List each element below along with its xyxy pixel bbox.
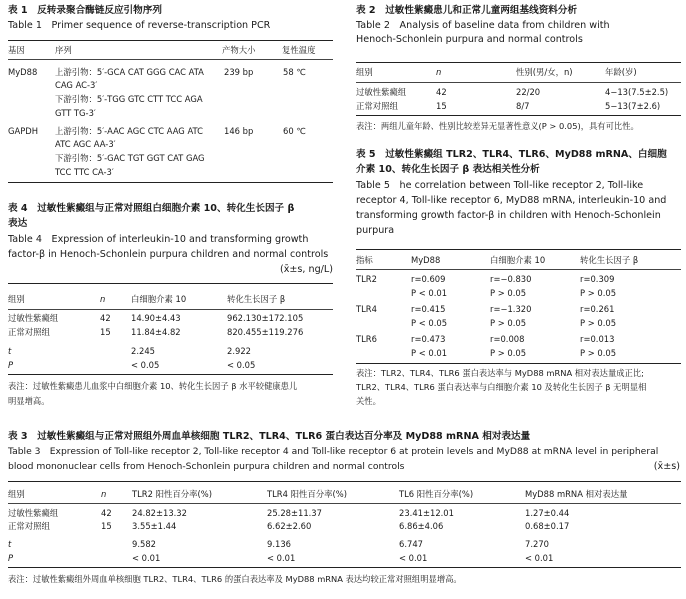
- table-5-note: TLR2、TLR4、TLR6 蛋白表达率与白细胞介素 10 及转化生长因子 β 无明显相: [356, 382, 647, 392]
- table-5-cell: P < 0.01: [411, 348, 448, 358]
- table-1-caption-en: Table 1 Primer sequence of reverse-transcription PCR: [8, 20, 271, 31]
- table-4-note: 明显增高。: [8, 396, 50, 406]
- table-2-cell: 过敏性紫癜组: [356, 87, 407, 97]
- table-2-caption-en: Table 2 Analysis of baseline data from children with: [356, 20, 610, 31]
- table-4-caption-en: Table 4 Expression of interleukin-10 and transforming growth: [8, 234, 309, 245]
- table-3-cell: 正常对照组: [8, 521, 50, 531]
- table-4-cell: 15: [100, 327, 111, 337]
- table-3-cell: 25.28±11.37: [267, 508, 322, 518]
- table-2-header-group: 组别: [356, 67, 373, 77]
- table-5-cell: P > 0.05: [490, 318, 527, 328]
- table-5-cell: r=0.415: [411, 304, 446, 314]
- table-4-cell: < 0.05: [131, 360, 160, 370]
- table-5-header-tgf: 转化生长因子 β: [580, 255, 639, 265]
- table-4-header-tgf: 转化生长因子 β: [227, 294, 286, 304]
- table-5-cell: P > 0.05: [490, 348, 527, 358]
- table-1-caption-cn: 表 1 反转录聚合酶链反应引物序列: [8, 5, 162, 16]
- table-3-cell: 7.270: [525, 539, 549, 549]
- table-3-cell: 6.747: [399, 539, 423, 549]
- table-1-header-seq: 序列: [55, 45, 72, 55]
- table-2-cell: 8/7: [516, 101, 530, 111]
- table-5-caption-cn: 表 5 过敏性紫癜组 TLR2、TLR4、TLR6、MyD88 mRNA、白细胞: [356, 149, 667, 160]
- table-5-cell: P < 0.05: [411, 318, 448, 328]
- table-1-size: 146 bp: [224, 126, 254, 136]
- table-2-note: 表注：两组儿童年龄、性别比较差异无显著性意义(P > 0.05)，具有可比性。: [356, 121, 639, 131]
- table-5-caption-cn: 介素 10、转化生长因子 β 表达相关性分析: [356, 164, 540, 175]
- table-4-header-group: 组别: [8, 294, 25, 304]
- table-3-header-tlr4: TLR4 阳性百分率(%): [267, 489, 347, 499]
- table-2-header-sex: 性别(男/女，n): [516, 67, 573, 77]
- table-5-row-name: TLR4: [356, 304, 377, 314]
- table-1-header-size: 产物大小: [222, 45, 256, 55]
- table-5-cell: r=−1.320: [490, 304, 532, 314]
- table-4-cell: 2.922: [227, 346, 251, 356]
- table-1-primer: GTT TG-3′: [55, 108, 96, 118]
- table-4-cell: < 0.05: [227, 360, 256, 370]
- table-3-cell: 3.55±1.44: [132, 521, 177, 531]
- table-3-caption-en: Table 3 Expression of Toll-like receptor 2, Toll-like receptor 4 and Toll-like receptor 6 at protein levels and MyD88 at mRNA level in peripheral: [8, 446, 659, 457]
- table-3-cell: 24.82±13.32: [132, 508, 187, 518]
- table-2-cell: 42: [436, 87, 447, 97]
- table-1-primer: TCC TTC CA-3′: [55, 167, 114, 177]
- table-5-note: 关性。: [356, 396, 381, 406]
- table-4-header-il10: 白细胞介素 10: [131, 294, 187, 304]
- table-3-note: 表注：过敏性紫癜组外周血单核细胞 TLR2、TLR4、TLR6 的蛋白表达率及 MyD88 mRNA 表达均较正常对照组明显增高。: [8, 574, 462, 584]
- table-4-cell: P: [8, 360, 14, 370]
- table-4-header-n: n: [100, 294, 106, 304]
- table-3-cell: 42: [101, 508, 112, 518]
- table-1-primer: 上游引物：5′-AAC AGC CTC AAG ATC: [55, 126, 203, 136]
- table-4-note: 表注：过敏性紫癜患儿血浆中白细胞介素 10、转化生长因子 β 水平较健康患儿: [8, 381, 298, 391]
- table-4-cell: 2.245: [131, 346, 155, 356]
- table-3-caption-en: blood mononuclear cells from Henoch-Schonlein purpura children and normal controls: [8, 461, 405, 472]
- table-4-cell: t: [8, 346, 12, 356]
- table-5-cell: r=−0.830: [490, 274, 532, 284]
- table-3-cell: t: [8, 539, 12, 549]
- table-5-cell: P > 0.05: [490, 288, 527, 298]
- table-4-cell: 11.84±4.82: [131, 327, 181, 337]
- table-5-caption-en: receptor 4, Toll-like receptor 6, MyD88 mRNA, interleukin-10 and: [356, 195, 667, 206]
- table-3-header-tlr2: TLR2 阳性百分率(%): [132, 489, 212, 499]
- table-3-cell: 6.86±4.06: [399, 521, 444, 531]
- table-1-temp: 60 ℃: [283, 126, 306, 136]
- table-1-primer: CAG AC-3′: [55, 80, 98, 90]
- table-1-primer: 下游引物：5′-TGG GTC CTT TCC AGA: [55, 94, 203, 104]
- table-1-gene: GAPDH: [8, 126, 39, 136]
- table-1-size: 239 bp: [224, 67, 254, 77]
- table-1-gene: MyD88: [8, 67, 38, 77]
- table-3-cell: 9.582: [132, 539, 156, 549]
- table-5-header-myd88: MyD88: [411, 255, 441, 265]
- table-5-row-name: TLR2: [356, 274, 377, 284]
- table-4-cell: 过敏性紫癜组: [8, 313, 59, 323]
- table-5-cell: P > 0.05: [580, 318, 617, 328]
- table-4-caption-cn: 表 4 过敏性紫癜组与正常对照组白细胞介素 10、转化生长因子 β: [8, 203, 295, 214]
- table-3-caption-cn: 表 3 过敏性紫癜组与正常对照组外周血单核细胞 TLR2、TLR4、TLR6 蛋白表达百分率及 MyD88 mRNA 相对表达量: [8, 431, 531, 442]
- table-2-cell: 4−13(7.5±2.5): [605, 87, 669, 97]
- table-5-cell: r=0.609: [411, 274, 446, 284]
- table-3-cell: 6.62±2.60: [267, 521, 312, 531]
- table-2-caption-en: Henoch-Schonlein purpura and normal controls: [356, 34, 583, 45]
- table-3-header-myd88: MyD88 mRNA 相对表达量: [525, 489, 628, 499]
- table-5-cell: P < 0.01: [411, 288, 448, 298]
- table-3-header-tlr6: TL6 阳性百分率(%): [399, 489, 474, 499]
- table-3-cell: < 0.01: [267, 553, 296, 563]
- table-1-primer: 下游引物：5′-GAC TGT GGT CAT GAG: [55, 153, 205, 163]
- table-3-cell: 15: [101, 521, 112, 531]
- table-2-cell: 5−13(7±2.6): [605, 101, 661, 111]
- table-5-cell: r=0.261: [580, 304, 615, 314]
- table-3-cell: 0.68±0.17: [525, 521, 570, 531]
- table-5-cell: r=0.309: [580, 274, 615, 284]
- table-3-cell: < 0.01: [399, 553, 428, 563]
- table-3-unit: (x̄±s): [653, 461, 680, 472]
- table-1-header-temp: 复性温度: [282, 45, 316, 55]
- table-1-primer: ATC AGC AA-3′: [55, 139, 116, 149]
- table-5-caption-en: transforming growth factor-β in children with Henoch-Schonlein: [356, 210, 661, 221]
- table-5-cell: P > 0.05: [580, 348, 617, 358]
- table-4-cell: 42: [100, 313, 111, 323]
- table-3-cell: 23.41±12.01: [399, 508, 454, 518]
- table-2-caption-cn: 表 2 过敏性紫癜患儿和正常儿童两组基线资料分析: [356, 5, 578, 16]
- table-3-cell: < 0.01: [132, 553, 161, 563]
- table-1-header-gene: 基因: [8, 45, 25, 55]
- table-4-unit: (x̄±s, ng/L): [279, 264, 333, 275]
- table-1-primer: 上游引物：5′-GCA CAT GGG CAC ATA: [55, 67, 204, 77]
- table-2-cell: 22/20: [516, 87, 541, 97]
- table-5-caption-en: purpura: [356, 225, 395, 236]
- table-4-caption-cn: 表达: [8, 218, 28, 229]
- table-4-cell: 820.455±119.276: [227, 327, 304, 337]
- table-2-header-n: n: [436, 67, 442, 77]
- table-3-cell: P: [8, 553, 14, 563]
- table-5-header-index: 指标: [356, 255, 373, 265]
- table-5-cell: r=0.473: [411, 334, 446, 344]
- table-3-header-group: 组别: [8, 489, 25, 499]
- table-5-note: 表注：TLR2、TLR4、TLR6 蛋白表达率与 MyD88 mRNA 相对表达量成正比;: [356, 368, 644, 378]
- table-5-cell: P > 0.05: [580, 288, 617, 298]
- table-3-cell: 过敏性紫癜组: [8, 508, 59, 518]
- table-5-cell: r=0.013: [580, 334, 615, 344]
- table-2-cell: 15: [436, 101, 447, 111]
- table-5-cell: r=0.008: [490, 334, 525, 344]
- table-5-header-il10: 白细胞介素 10: [490, 255, 546, 265]
- table-4-cell: 962.130±172.105: [227, 313, 304, 323]
- table-4-cell: 正常对照组: [8, 327, 50, 337]
- table-1-temp: 58 ℃: [283, 67, 306, 77]
- table-5-caption-en: Table 5 he correlation between Toll-like receptor 2, Toll-like: [356, 180, 644, 191]
- table-5-row-name: TLR6: [356, 334, 377, 344]
- table-3-header-n: n: [101, 489, 107, 499]
- table-2-header-age: 年龄(岁): [605, 67, 637, 77]
- table-3-cell: < 0.01: [525, 553, 554, 563]
- table-4-cell: 14.90±4.43: [131, 313, 181, 323]
- table-3-cell: 9.136: [267, 539, 291, 549]
- table-3-cell: 1.27±0.44: [525, 508, 570, 518]
- table-2-cell: 正常对照组: [356, 101, 398, 111]
- table-4-caption-en: factor-β in Henoch-Schonlein purpura children and normal controls: [8, 249, 329, 260]
- table-1: [0, 0, 340, 177]
